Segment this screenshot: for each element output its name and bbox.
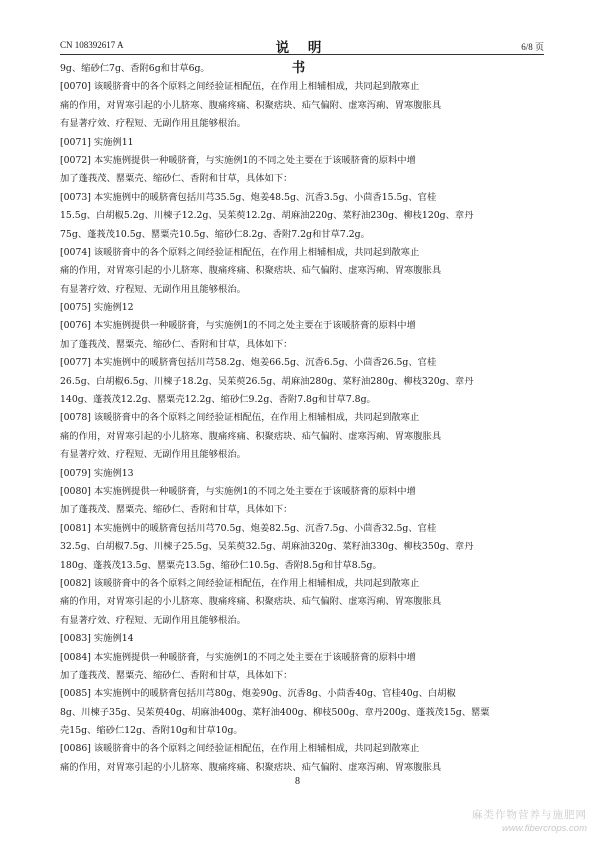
text-line: 痛的作用，对胃寒引起的小儿脐寒、腹痛疼痛、积聚痞块、疝气偏附、虚寒泻痢、胃寒腹胀具 bbox=[60, 265, 442, 277]
text-line: [0084] 本实施例提供一种暖脐膏，与实施例1的不同之处主要在于该暖脐膏的原料中增 bbox=[60, 651, 416, 663]
header-divider bbox=[60, 54, 544, 55]
text-line: 32.5g、白胡椒7.5g、川楝子25.5g、吴茱萸32.5g、胡麻油320g、菜籽油330g、柳枝350g、章丹 bbox=[60, 541, 474, 553]
text-line: [0078] 该暖脐膏中的各个原料之间经验证相配伍，在作用上相辅相成，共同起到散寒止 bbox=[60, 412, 420, 424]
text-line: [0085] 本实施例中的暖脐膏包括川芎80g、炮姜90g、沉香8g、小茴香40g、官桂40g、白胡椒 bbox=[60, 688, 456, 700]
text-line: 140g、蓬莪茂12.2g、罂粟壳12.2g、缩砂仁9.2g、香附7.8g和甘草7.8g。 bbox=[60, 394, 376, 406]
text-line: [0082] 该暖脐膏中的各个原料之间经验证相配伍，在作用上相辅相成，共同起到散寒止 bbox=[60, 577, 420, 589]
page-number: 8 bbox=[295, 776, 300, 787]
text-line: 180g、蓬莪茂13.5g、罂粟壳13.5g、缩砂仁10.5g、香附8.5g和甘草8.5g。 bbox=[60, 559, 382, 571]
text-line: 痛的作用，对胃寒引起的小儿脐寒、腹痛疼痛、积聚痞块、疝气偏附、虚寒泻痢、胃寒腹胀具 bbox=[60, 99, 442, 111]
text-line: [0072] 本实施例提供一种暖脐膏，与实施例1的不同之处主要在于该暖脐膏的原料中增 bbox=[60, 154, 416, 166]
text-line: [0074] 该暖脐膏中的各个原料之间经验证相配伍，在作用上相辅相成，共同起到散寒止 bbox=[60, 246, 420, 258]
document-title: 说 明 书 bbox=[275, 40, 329, 76]
text-line: [0079] 实施例13 bbox=[60, 467, 134, 479]
document-body bbox=[60, 60, 544, 777]
text-line: 有显著疗效、疗程短、无副作用且能够根治。 bbox=[60, 614, 246, 626]
text-line: 有显著疗效、疗程短、无副作用且能够根治。 bbox=[60, 118, 246, 130]
text-line: 壳15g、缩砂仁12g、香附10g和甘草10g。 bbox=[60, 725, 243, 737]
text-line: 有显著疗效、疗程短、无副作用且能够根治。 bbox=[60, 283, 246, 295]
text-line: 痛的作用，对胃寒引起的小儿脐寒、腹痛疼痛、积聚痞块、疝气偏附、虚寒泻痢、胃寒腹胀具 bbox=[60, 596, 442, 608]
text-line: 加了蓬莪茂、罂粟壳、缩砂仁、香附和甘草，具体如下： bbox=[60, 338, 293, 350]
text-line: [0083] 实施例14 bbox=[60, 633, 134, 645]
text-line: [0080] 本实施例提供一种暖脐膏，与实施例1的不同之处主要在于该暖脐膏的原料中增 bbox=[60, 485, 416, 497]
text-line: 15.5g、白胡椒5.2g、川楝子12.2g、吴茱萸12.2g、胡麻油220g、菜籽油230g、柳枝120g、章丹 bbox=[60, 210, 474, 222]
text-line: 痛的作用，对胃寒引起的小儿脐寒、腹痛疼痛、积聚痞块、疝气偏附、虚寒泻痢、胃寒腹胀具 bbox=[60, 761, 442, 773]
text-line: [0070] 该暖脐膏中的各个原料之间经验证相配伍，在作用上相辅相成，共同起到散寒止 bbox=[60, 81, 420, 93]
text-line: 加了蓬莪茂、罂粟壳、缩砂仁、香附和甘草，具体如下： bbox=[60, 173, 293, 185]
text-line: 痛的作用，对胃寒引起的小儿脐寒、腹痛疼痛、积聚痞块、疝气偏附、虚寒泻痢、胃寒腹胀具 bbox=[60, 430, 442, 442]
watermark-url: www.fibercrops.com bbox=[502, 823, 587, 834]
text-line: [0073] 本实施例中的暖脐膏包括川芎35.5g、炮姜48.5g、沉香3.5g、小茴香15.5g、官桂 bbox=[60, 191, 437, 203]
text-line: 加了蓬莪茂、罂粟壳、缩砂仁、香附和甘草，具体如下： bbox=[60, 504, 293, 516]
watermark-site-name: 麻类作物营养与施肥网 bbox=[472, 809, 587, 821]
text-line: 有显著疗效、疗程短、无副作用且能够根治。 bbox=[60, 449, 246, 461]
text-line: [0075] 实施例12 bbox=[60, 302, 134, 314]
watermark bbox=[472, 809, 587, 835]
text-line: 9g、缩砂仁7g、香附6g和甘草6g。 bbox=[60, 63, 210, 74]
text-line: [0076] 本实施例提供一种暖脐膏，与实施例1的不同之处主要在于该暖脐膏的原料中增 bbox=[60, 320, 416, 332]
text-line: [0077] 本实施例中的暖脐膏包括川芎58.2g、炮姜66.5g、沉香6.5g、小茴香26.5g、官桂 bbox=[60, 357, 437, 369]
page-indicator: 6/8 页 bbox=[521, 42, 544, 52]
patent-number: CN 108392617 A bbox=[60, 40, 124, 50]
text-line: [0081] 本实施例中的暖脐膏包括川芎70.5g、炮姜82.5g、沉香7.5g、小茴香32.5g、官桂 bbox=[60, 522, 437, 534]
text-line: 26.5g、白胡椒6.5g、川楝子18.2g、吴茱萸26.5g、胡麻油280g、菜籽油280g、柳枝320g、章丹 bbox=[60, 375, 474, 387]
text-line: 加了蓬莪茂、罂粟壳、缩砂仁、香附和甘草，具体如下： bbox=[60, 669, 293, 681]
text-line: [0086] 该暖脐膏中的各个原料之间经验证相配伍，在作用上相辅相成，共同起到散寒止 bbox=[60, 743, 420, 755]
text-line: 8g、川楝子35g、吴茱萸40g、胡麻油400g、菜籽油400g、柳枝500g、章丹200g、蓬莪茂15g、罂粟 bbox=[60, 706, 490, 718]
text-line: 75g、蓬莪茂10.5g、罂粟壳10.5g、缩砂仁8.2g、香附7.2g和甘草7.2g。 bbox=[60, 228, 370, 240]
text-line: [0071] 实施例11 bbox=[60, 136, 134, 148]
